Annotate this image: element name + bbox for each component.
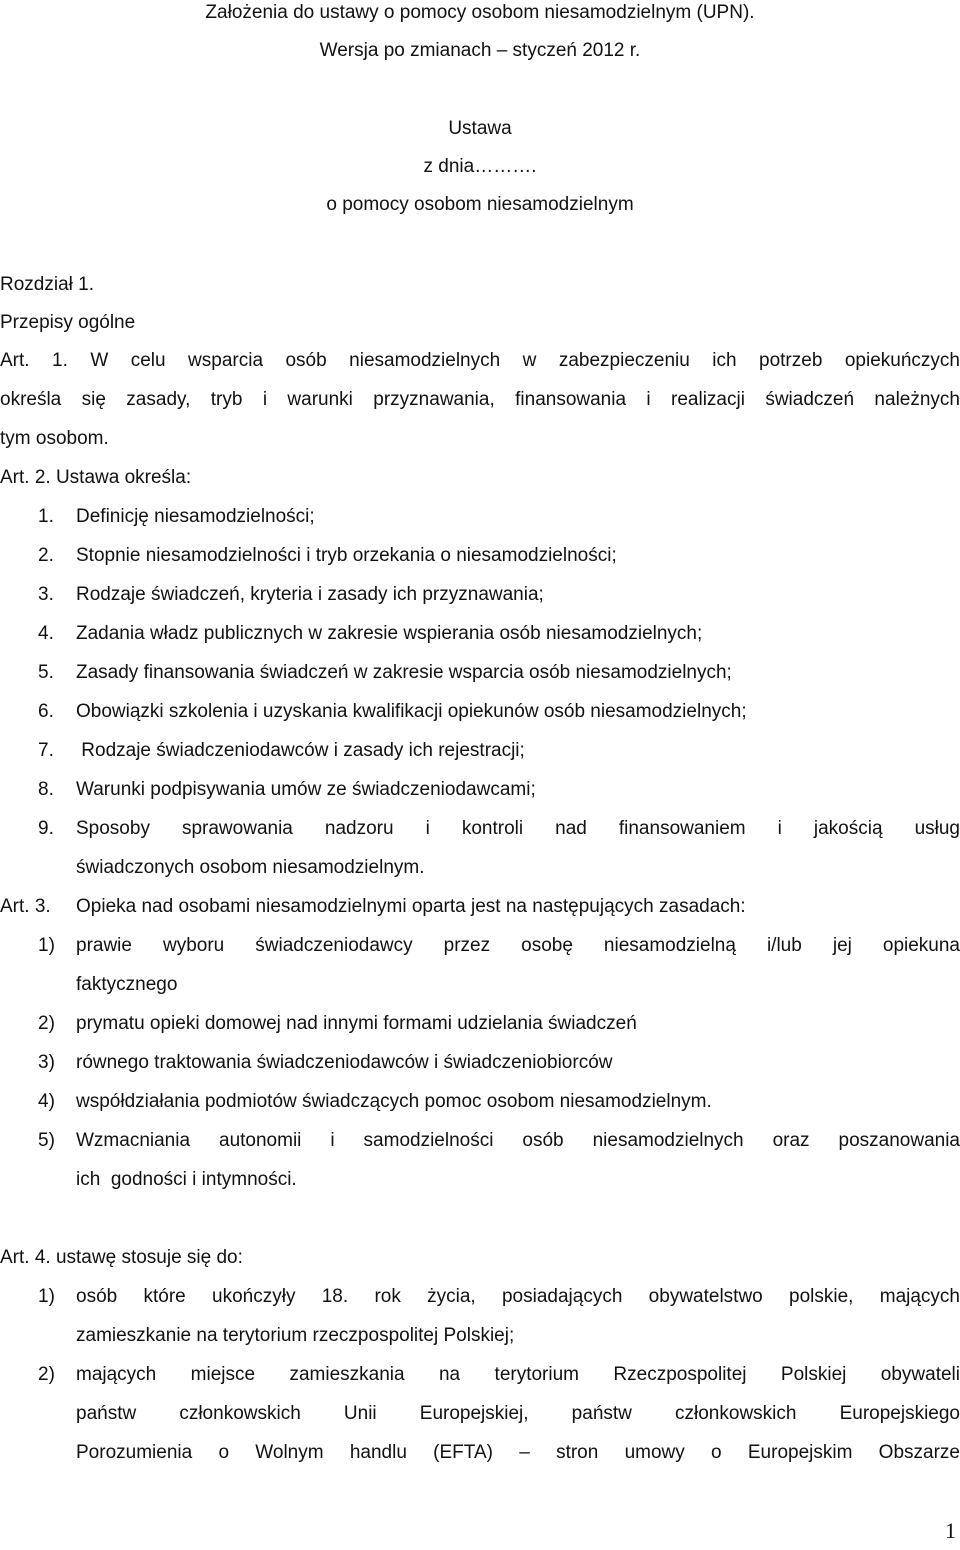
list-number: 2) [38,1013,55,1034]
list-text: Zadania władz publicznych w zakresie wspierania osób niesamodzielnych; [76,623,703,644]
list-text: współdziałania podmiotów świadczących pomoc osobom niesamodzielnym. [76,1091,712,1112]
list-text: Rodzaje świadczeń, kryteria i zasady ich przyznawania; [76,584,544,605]
art3-item-1 [0,935,960,961]
art3-item-3 [0,1052,960,1078]
list-text: Wzmacniania autonomii i samodzielności osób niesamodzielnych oraz poszanowania [76,1130,960,1151]
list-text: Sposoby sprawowania nadzoru i kontroli nad finansowaniem i jakością usług [76,818,960,839]
act-title: Ustawa [448,118,512,139]
document-header-title: Założenia do ustawy o pomocy osobom niesamodzielnym (UPN). [205,2,755,23]
act-subject: o pomocy osobom niesamodzielnym [326,194,634,215]
art2-item-2 [0,545,960,571]
art3-heading: Opieka nad osobami niesamodzielnymi oparta jest na następujących zasadach: [76,896,746,917]
list-number: 3) [38,1052,55,1073]
art2-item-5 [0,662,960,688]
list-number: 1) [38,1286,55,1307]
document-version-note: Wersja po zmianach – styczeń 2012 r. [319,40,641,61]
list-number: 1) [38,935,55,956]
list-number: 8. [38,779,54,800]
list-number: 4. [38,623,54,644]
list-text: prymatu opieki domowej nad innymi formami udzielania świadczeń [76,1013,637,1034]
art3-item-4 [0,1091,960,1117]
list-text: prawie wyboru świadczeniodawcy przez osobę niesamodzielną i/lub jej opiekuna [76,935,960,956]
list-number: 5. [38,662,54,683]
art2-item-9 [0,818,960,844]
art3-item-2 [0,1013,960,1039]
art2-item-6 [0,701,960,727]
page-number: 1 [945,1518,956,1543]
chapter-name: Przepisy ogólne [0,312,136,333]
act-date: z dnia………. [423,156,537,177]
art2-item-9-continuation: świadczonych osobom niesamodzielnym. [76,857,425,878]
list-number: 7. [38,740,54,761]
art4-heading: Art. 4. ustawę stosuje się do: [0,1247,243,1268]
art2-item-4 [0,623,960,649]
list-text: równego traktowania świadczeniodawców i świadczeniobiorców [76,1052,613,1073]
list-text: osób które ukończyły 18. rok życia, posiadających obywatelstwo polskie, mających [76,1286,960,1307]
list-number: 1. [38,506,54,527]
art2-item-8 [0,779,960,805]
list-number: 9. [38,818,54,839]
list-text: Warunki podpisywania umów ze świadczeniodawcami; [76,779,536,800]
art3-item-5-continuation: ich godności i intymności. [76,1169,297,1190]
art4-item-1 [0,1286,960,1312]
art2-item-3 [0,584,960,610]
list-text: Obowiązki szkolenia i uzyskania kwalifikacji opiekunów osób niesamodzielnych; [76,701,747,722]
list-number: 2. [38,545,54,566]
art4-item-2-line-3: Porozumienia o Wolnym handlu (EFTA) – stron umowy o Europejskim Obszarze [76,1442,960,1463]
art3-label: Art. 3. [0,896,51,917]
list-text: Rodzaje świadczeniodawców i zasady ich rejestracji; [76,740,525,761]
list-text: Zasady finansowania świadczeń w zakresie wsparcia osób niesamodzielnych; [76,662,732,683]
art2-heading: Art. 2. Ustawa określa: [0,467,192,488]
art2-item-7 [0,740,960,766]
art1-line-1: Art. 1. W celu wsparcia osób niesamodzielnych w zabezpieczeniu ich potrzeb opiekuńczych [0,350,960,371]
art4-item-2 [0,1364,960,1390]
art4-item-1-continuation: zamieszkanie na terytorium rzeczpospolitej Polskiej; [76,1325,515,1346]
list-text: Stopnie niesamodzielności i tryb orzekania o niesamodzielności; [76,545,617,566]
art4-item-2-line-2: państw członkowskich Unii Europejskiej, państw członkowskich Europejskiego [76,1403,960,1424]
list-text: mających miejsce zamieszkania na terytorium Rzeczpospolitej Polskiej obywateli [76,1364,960,1385]
list-number: 6. [38,701,54,722]
list-number: 4) [38,1091,55,1112]
art3-item-5 [0,1130,960,1156]
list-number: 5) [38,1130,55,1151]
list-number: 2) [38,1364,55,1385]
art1-line-3: tym osobom. [0,428,109,449]
art1-line-2: określa się zasady, tryb i warunki przyznawania, finansowania i realizacji świadczeń należnych [0,389,960,410]
art2-item-1 [0,506,960,532]
art3-item-1-continuation: faktycznego [76,974,178,995]
chapter-number: Rozdział 1. [0,274,94,295]
list-text: Definicję niesamodzielności; [76,506,315,527]
list-number: 3. [38,584,54,605]
